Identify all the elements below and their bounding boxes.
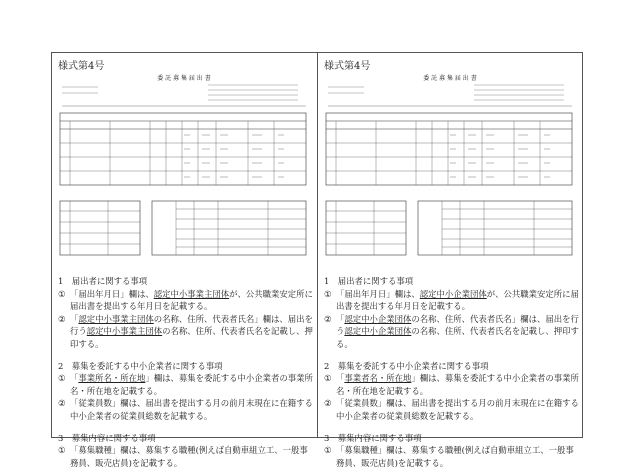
note-item: [324, 313, 580, 351]
item-text: [70, 444, 314, 469]
underlined-term: 認定中小事業主団体: [78, 313, 154, 324]
text-run: 「: [70, 373, 79, 384]
item-number: ②: [324, 313, 332, 324]
section-heading: 3 募集内容に関する事項: [324, 432, 422, 443]
form-thumbnail: [324, 71, 576, 257]
text-run: の名称、住所、代表者氏名を記載し、押印する。: [336, 326, 579, 349]
underlined-term: 認定中小企業団体: [419, 288, 487, 299]
underlined-term: 事業所名・所在地: [78, 373, 146, 384]
text-run: 「募集職種」欄は、募集する職種(例えば自動車組立工、一般事務員、販売店員)を記載する。: [336, 445, 574, 468]
text-run: 「: [336, 313, 345, 324]
form-title: 委 託 募 集 届 出 書: [423, 75, 477, 82]
item-text: [70, 313, 314, 351]
underlined-term: 認定中小企業団体: [344, 326, 412, 337]
item-text: [70, 397, 314, 422]
note-item: [324, 372, 580, 397]
form-table-main: [60, 113, 306, 185]
form-table-main: [326, 113, 572, 185]
section-heading: 2 募集を委託する中小企業者に関する事項: [58, 360, 223, 371]
form-number-label: 様式第4号: [324, 61, 371, 72]
underlined-term: 認定中小事業主団体: [153, 288, 230, 299]
item-text: [336, 288, 580, 313]
item-text: [70, 288, 314, 313]
form-table-lower-left: [60, 201, 140, 255]
note-item: [324, 397, 580, 422]
item-text: [70, 372, 314, 397]
underlined-term: 認定中小企業団体: [344, 313, 412, 324]
form-table-lower-left: [326, 201, 406, 255]
notes: [58, 275, 314, 469]
note-item: [58, 288, 314, 313]
text-run: の名称、住所、代表者氏名を記載し、押印する。: [70, 326, 313, 349]
text-run: が、公共職業安定所に届出書を提出する年月日を記載する。: [336, 288, 579, 312]
item-number: ①: [324, 288, 332, 299]
item-number: ②: [58, 398, 66, 409]
text-run: の名称、住所、代表者氏名」欄は、届出を行う: [70, 313, 313, 337]
note-item: [58, 444, 314, 469]
text-run: 「: [336, 373, 345, 384]
text-run: 」欄は、募集を委託する中小企業者の事業所名・所在地を記載する。: [336, 373, 579, 396]
item-number: ②: [324, 398, 332, 409]
text-run: 「従業員数」欄は、届出書を提出する月の前月末現在に在籍する中小企業者の従業員総数を記載する。: [336, 398, 579, 421]
note-item: [58, 397, 314, 422]
note-item: [324, 288, 580, 313]
text-run: の名称、住所、代表者氏名」欄は、届出を行う: [336, 313, 579, 337]
note-item: [58, 313, 314, 351]
section-heading: 1 届出者に関する事項: [58, 276, 148, 286]
form-thumbnail: [58, 71, 310, 257]
text-run: 」欄は、募集を委託する中小企業者の事業所名・所在地を記載する。: [70, 373, 313, 396]
form-number-label: 様式第4号: [58, 61, 105, 72]
text-run: が、公共職業安定所に届出書を提出する年月日を記載する。: [70, 288, 313, 312]
note-item: [58, 372, 314, 397]
section-heading: 3 募集内容に関する事項: [58, 432, 156, 443]
item-text: [336, 397, 580, 422]
text-run: 「募集職種」欄は、募集する職種(例えば自動車組立工、一般事務員、販売店員)を記載する。: [70, 445, 308, 468]
item-number: ①: [58, 288, 66, 299]
item-number: ①: [324, 445, 332, 456]
item-text: [336, 444, 580, 469]
item-text: [336, 372, 580, 397]
text-run: 「: [70, 313, 79, 324]
item-number: ①: [58, 445, 66, 456]
text-run: 「従業員数」欄は、届出書を提出する月の前月末現在に在籍する中小企業者の従業員総数を記載する。: [70, 398, 313, 421]
underlined-term: 認定中小事業主団体: [86, 326, 163, 337]
note-item: [324, 444, 580, 469]
underlined-term: 事業者名・所在地: [344, 373, 412, 384]
item-number: ②: [58, 313, 66, 324]
column-right: [318, 53, 584, 468]
section-heading: 1 届出者に関する事項: [324, 276, 414, 286]
form-title: 委 託 募 集 届 出 書: [157, 75, 211, 82]
section-heading: 2 募集を委託する中小企業者に関する事項: [324, 360, 489, 371]
text-run: 「届出年月日」欄は、: [336, 288, 420, 299]
item-number: ①: [58, 373, 66, 384]
comparison-page: [51, 52, 583, 468]
text-run: 「届出年月日」欄は、: [70, 288, 154, 299]
item-number: ①: [324, 373, 332, 384]
notes: [324, 275, 580, 469]
item-text: [336, 313, 580, 351]
column-left: [52, 53, 318, 468]
